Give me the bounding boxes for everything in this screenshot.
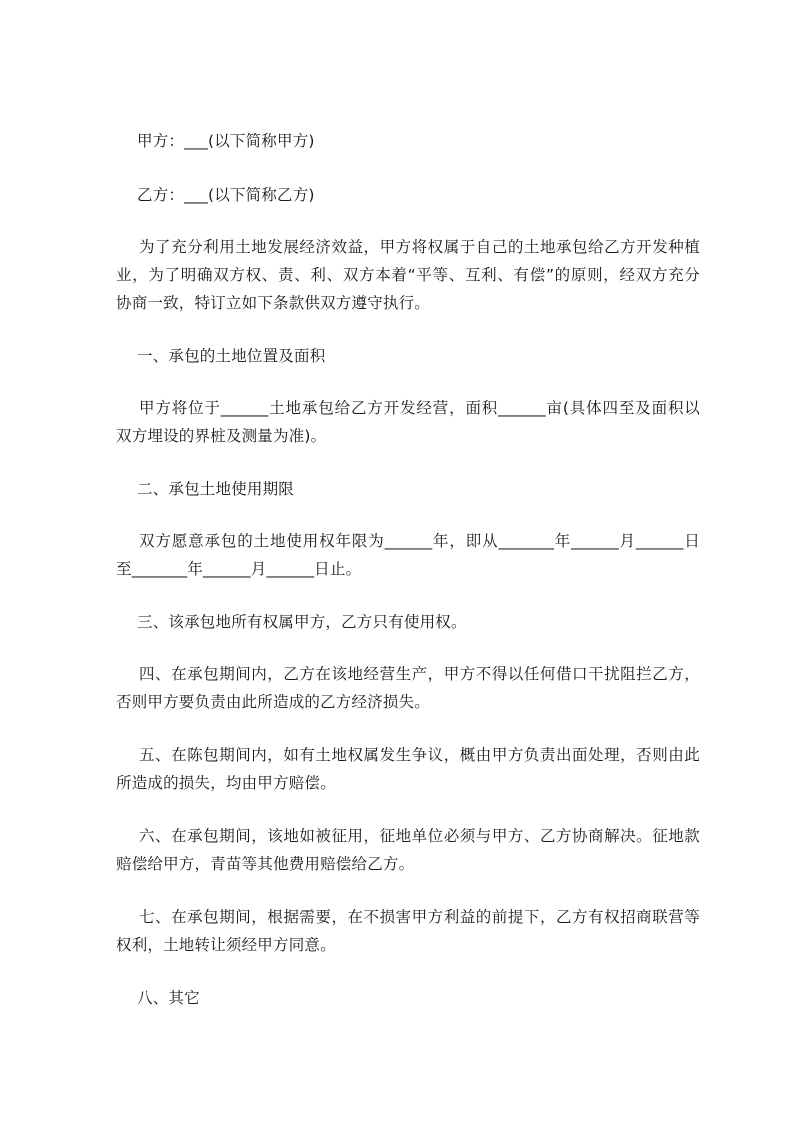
paragraph-line: 七、在承包期间，根据需要，在不损害甲方利益的前提下，乙方有权招商联营等 (139, 908, 700, 926)
paragraph-line: 四、在承包期间内，乙方在该地经营生产，甲方不得以任何借口干扰阻拦乙方， (139, 665, 700, 683)
party-a-line: 甲方：___(以下简称甲方) (137, 132, 315, 150)
paragraph-line: 协商一致，特订立如下条款供双方遵守执行。 (116, 294, 431, 312)
section-3-line: 三、该承包地所有权属甲方，乙方只有使用权。 (137, 613, 467, 631)
paragraph-line: 所造成的损失，均由甲方赔偿。 (116, 774, 336, 792)
section-1-heading: 一、承包的土地位置及面积 (137, 347, 326, 365)
paragraph-line: 为了充分利用土地发展经济效益，甲方将权属于自己的土地承包给乙方开发种植 (139, 238, 700, 256)
paragraph-line: 双方愿意承包的土地使用权年限为______年，即从_______年______月______日 (139, 532, 700, 550)
party-b-line: 乙方：___(以下简称乙方) (137, 186, 315, 204)
paragraph-line: 六、在承包期间，该地如被征用，征地单位必须与甲方、乙方协商解决。征地款 (139, 827, 700, 845)
paragraph-line: 五、在陈包期间内，如有土地权属发生争议，概由甲方负责出面处理，否则由此 (139, 746, 700, 764)
section-8-heading: 八、其它 (137, 989, 200, 1007)
paragraph-line: 否则甲方要负责由此所造成的乙方经济损失。 (116, 693, 431, 711)
paragraph-line: 赔偿给甲方，青苗等其他费用赔偿给乙方。 (116, 855, 415, 873)
paragraph-line: 权利，土地转让须经甲方同意。 (116, 936, 336, 954)
paragraph-line: 双方埋设的界桩及测量为准)。 (116, 427, 327, 445)
paragraph-line: 甲方将位于______土地承包给乙方开发经营，面积______亩(具体四至及面积以 (139, 399, 700, 417)
section-2-heading: 二、承包土地使用期限 (137, 480, 295, 498)
paragraph-line: 至_______年______月______日止。 (116, 560, 362, 578)
paragraph-line: 业，为了明确双方权、责、利、双方本着“平等、互利、有偿”的原则，经双方充分 (116, 266, 700, 284)
